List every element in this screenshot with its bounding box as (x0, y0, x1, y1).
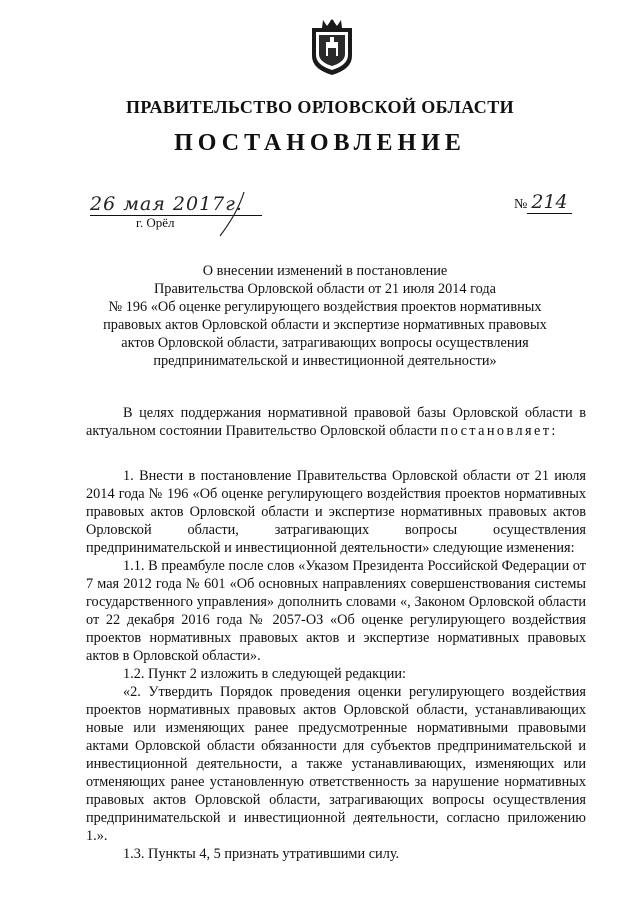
government-title: ПРАВИТЕЛЬСТВО ОРЛОВСКОЙ ОБЛАСТИ (125, 97, 515, 117)
coat-of-arms-icon (309, 18, 355, 76)
signature-stroke-icon (214, 190, 254, 238)
body-paragraph: 1. Внести в постановление Правительства Орловской области от 21 июля 2014 года № 196 «Об оценке регулирующего воздействия проектов нормативных правовых актов Орловской области и экспертизе нормативных правовых актов Орловской области, затрагивающих вопросы осуществления предпринимательской и инвестиционной деятельности» следующие изменения: (86, 468, 586, 556)
number-sign: № (514, 197, 528, 212)
subject-line: актов Орловской области, затрагивающих вопросы осуществления (121, 335, 529, 351)
document-type-title: ПОСТАНОВЛЕНИЕ (174, 130, 466, 156)
body-paragraph: 1.3. Пункты 4, 5 признать утратившими силу. (123, 846, 400, 862)
document-body (86, 404, 586, 863)
subject-line: О внесении изменений в постановление (202, 263, 448, 279)
preamble-text: В целях поддержания нормативной правовой базы Орловской области в актуальном состоянии Правительство Орловской области (86, 405, 586, 439)
body-paragraph: 1.1. В преамбуле после слов «Указом Президента Российской Федерации от 7 мая 2012 года № 601 «Об основных направлениях совершенствования системы государственного управления» дополнить словами «, Законом Орловской области от 22 декабря 2016 года № 2057-ОЗ «Об оценке регулирующего воздействия проектов нормативных правовых актов и экспертизе нормативных правовых актов в Орловской области». (86, 558, 586, 664)
body-paragraph: «2. Утвердить Порядок проведения оценки регулирующего воздействия проектов нормативных правовых актов Орловской области, устанавливающих новые или изменяющих ранее предусмотренные нормативными правовыми актами Орловской области обязанности для субъектов предпринимательской и инвестиционной деятельности, а также устанавливающих, изменяющих или отменяющих ранее установленную ответственность за нарушение нормативных правовых актов Орловской области, затрагивающих вопросы осуществления предпринимательской и инвестиционной деятельности, согласно приложению 1.». (86, 684, 586, 844)
handwritten-number: 214 (527, 191, 571, 214)
city-label: г. Орёл (136, 215, 175, 230)
document-number (514, 191, 594, 214)
preamble-emphasis: постановляет: (440, 423, 558, 439)
body-paragraph: 1.2. Пункт 2 изложить в следующей редакции: (123, 666, 406, 682)
document-subject (100, 262, 550, 370)
handwritten-date: 26 мая 2017г. (90, 193, 243, 215)
subject-line: № 196 «Об оценке регулирующего воздействия проектов нормативных (108, 299, 542, 315)
subject-line: правовых актов Орловской области и экспертизе нормативных правовых (103, 317, 547, 333)
subject-line: Правительства Орловской области от 21 июля 2014 года (153, 281, 497, 297)
subject-line: предпринимательской и инвестиционной деятельности» (153, 353, 497, 369)
preamble-paragraph (86, 404, 586, 440)
